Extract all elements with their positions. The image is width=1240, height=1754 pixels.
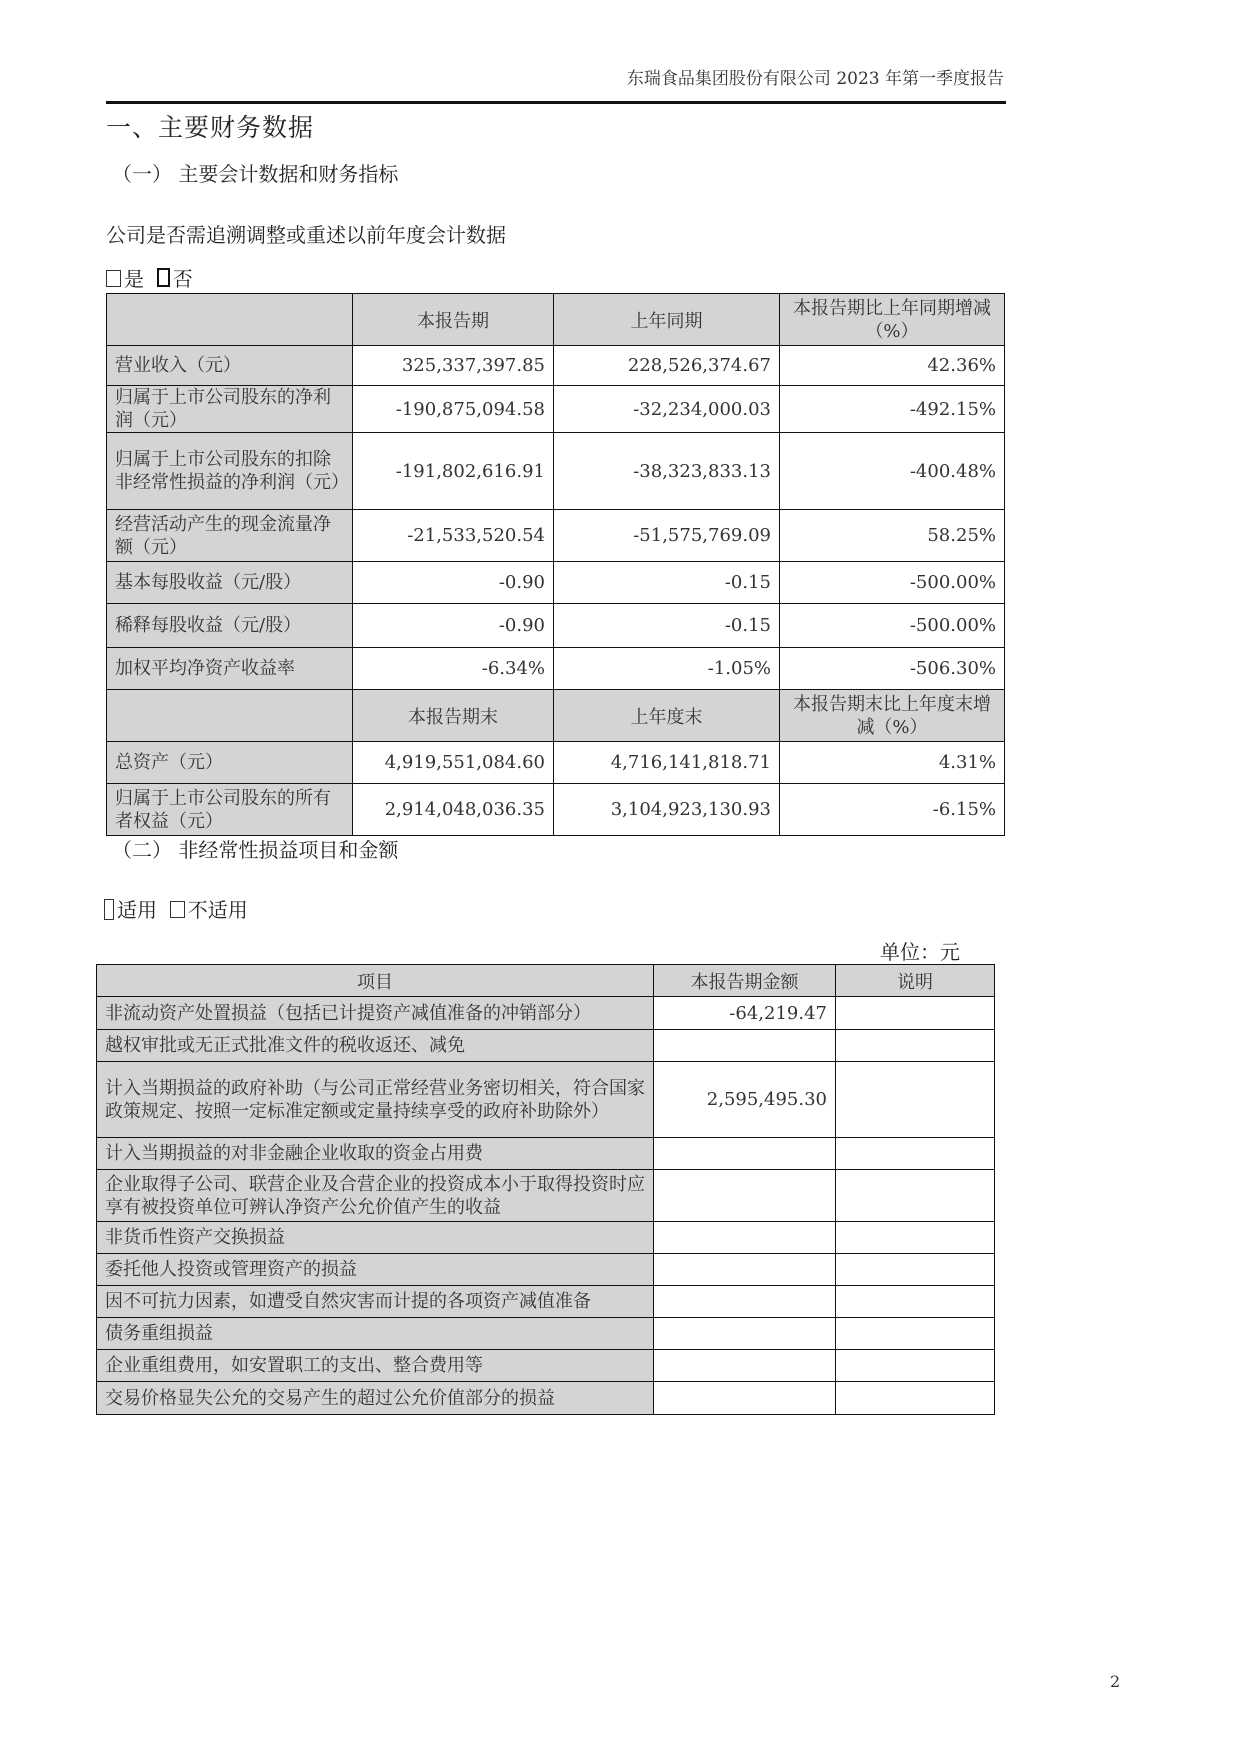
header-prior-year-end: 上年度末 bbox=[554, 690, 780, 742]
row-label: 归属于上市公司股东的净利润（元） bbox=[107, 386, 353, 433]
row-label: 经营活动产生的现金流量净额（元） bbox=[107, 510, 353, 562]
running-header: 东瑞食品集团股份有限公司 2023 年第一季度报告 bbox=[626, 69, 1004, 89]
item-label: 因不可抗力因素，如遭受自然灾害而计提的各项资产减值准备 bbox=[97, 1286, 654, 1318]
table-row bbox=[107, 648, 1005, 690]
table-header-row bbox=[97, 965, 995, 997]
table-row bbox=[97, 1170, 995, 1222]
table-header-row bbox=[107, 294, 1005, 346]
table-row bbox=[97, 1138, 995, 1170]
header-period-end: 本报告期末 bbox=[353, 690, 554, 742]
header-change-pct: 本报告期末比上年度末增减（%） bbox=[780, 690, 1005, 742]
header-cell-empty bbox=[107, 294, 353, 346]
table-header-row bbox=[107, 690, 1005, 742]
header-current-period: 本报告期 bbox=[353, 294, 554, 346]
row-label: 加权平均净资产收益率 bbox=[107, 648, 353, 690]
table-row bbox=[97, 1030, 995, 1062]
item-note bbox=[836, 1286, 995, 1318]
non-recurring-items-table bbox=[96, 964, 995, 1415]
cell-current: -0.90 bbox=[353, 604, 554, 648]
cell-prior: -51,575,769.09 bbox=[554, 510, 780, 562]
table-row bbox=[107, 784, 1005, 836]
cell-prior: -0.15 bbox=[554, 604, 780, 648]
item-amount bbox=[654, 1318, 836, 1350]
table-row bbox=[107, 562, 1005, 604]
cell-change: 4.31% bbox=[780, 742, 1005, 784]
header-amount: 本报告期金额 bbox=[654, 965, 836, 997]
row-label: 基本每股收益（元/股） bbox=[107, 562, 353, 604]
subsection-title-1: （一） 主要会计数据和财务指标 bbox=[112, 162, 399, 186]
table-row bbox=[97, 1254, 995, 1286]
item-note bbox=[836, 1382, 995, 1415]
cell-change: 58.25% bbox=[780, 510, 1005, 562]
cell-prior: 228,526,374.67 bbox=[554, 346, 780, 386]
cell-change: -500.00% bbox=[780, 604, 1005, 648]
table-row bbox=[97, 1318, 995, 1350]
cell-current: 2,914,048,036.35 bbox=[353, 784, 554, 836]
item-note bbox=[836, 1222, 995, 1254]
item-label: 委托他人投资或管理资产的损益 bbox=[97, 1254, 654, 1286]
header-cell-empty bbox=[107, 690, 353, 742]
item-amount bbox=[654, 1286, 836, 1318]
item-amount bbox=[654, 1222, 836, 1254]
row-label: 营业收入（元） bbox=[107, 346, 353, 386]
table-row bbox=[97, 1382, 995, 1415]
item-note bbox=[836, 1138, 995, 1170]
table-row bbox=[97, 1286, 995, 1318]
cell-current: 325,337,397.85 bbox=[353, 346, 554, 386]
item-label: 非货币性资产交换损益 bbox=[97, 1222, 654, 1254]
restatement-options bbox=[106, 263, 193, 292]
item-amount: -64,219.47 bbox=[654, 997, 836, 1030]
item-amount bbox=[654, 1030, 836, 1062]
checkbox-not-applicable[interactable] bbox=[170, 901, 185, 918]
item-label: 计入当期损益的政府补助（与公司正常经营业务密切相关，符合国家政策规定、按照一定标准定额或定量持续享受的政府补助除外） bbox=[97, 1062, 654, 1138]
table-row bbox=[97, 1222, 995, 1254]
cell-current: -6.34% bbox=[353, 648, 554, 690]
cell-prior: -0.15 bbox=[554, 562, 780, 604]
cell-change: -492.15% bbox=[780, 386, 1005, 433]
item-label: 交易价格显失公允的交易产生的超过公允价值部分的损益 bbox=[97, 1382, 654, 1415]
cell-change: -6.15% bbox=[780, 784, 1005, 836]
table-row bbox=[97, 1062, 995, 1138]
cell-prior: 4,716,141,818.71 bbox=[554, 742, 780, 784]
item-label: 企业取得子公司、联营企业及合营企业的投资成本小于取得投资时应享有被投资单位可辨认净资产公允价值产生的收益 bbox=[97, 1170, 654, 1222]
header-item: 项目 bbox=[97, 965, 654, 997]
checkbox-yes[interactable] bbox=[106, 270, 121, 287]
row-label: 归属于上市公司股东的扣除非经常性损益的净利润（元） bbox=[107, 433, 353, 510]
header-prior-period: 上年同期 bbox=[554, 294, 780, 346]
item-amount: 2,595,495.30 bbox=[654, 1062, 836, 1138]
option-applicable-label: 适用 bbox=[117, 898, 157, 922]
item-amount bbox=[654, 1138, 836, 1170]
table-row bbox=[97, 1350, 995, 1382]
row-label: 归属于上市公司股东的所有者权益（元） bbox=[107, 784, 353, 836]
header-rule bbox=[106, 101, 1006, 104]
header-change-pct: 本报告期比上年同期增减（%） bbox=[780, 294, 1005, 346]
table-row bbox=[107, 604, 1005, 648]
item-note bbox=[836, 1350, 995, 1382]
item-note bbox=[836, 1318, 995, 1350]
header-note: 说明 bbox=[836, 965, 995, 997]
cell-change: -500.00% bbox=[780, 562, 1005, 604]
cell-current: -0.90 bbox=[353, 562, 554, 604]
item-amount bbox=[654, 1350, 836, 1382]
row-label: 稀释每股收益（元/股） bbox=[107, 604, 353, 648]
cell-current: -190,875,094.58 bbox=[353, 386, 554, 433]
table-row bbox=[107, 346, 1005, 386]
checkbox-applicable[interactable] bbox=[104, 899, 114, 920]
table-row bbox=[107, 510, 1005, 562]
cell-change: -506.30% bbox=[780, 648, 1005, 690]
item-label: 企业重组费用，如安置职工的支出、整合费用等 bbox=[97, 1350, 654, 1382]
table-row bbox=[97, 997, 995, 1030]
item-note bbox=[836, 997, 995, 1030]
applicability-options bbox=[104, 894, 248, 923]
option-not-applicable-label: 不适用 bbox=[187, 898, 248, 922]
unit-label: 单位：元 bbox=[880, 940, 960, 964]
table-row bbox=[107, 386, 1005, 433]
restatement-question: 公司是否需追溯调整或重述以前年度会计数据 bbox=[106, 223, 506, 247]
cell-change: 42.36% bbox=[780, 346, 1005, 386]
item-note bbox=[836, 1062, 995, 1138]
item-note bbox=[836, 1254, 995, 1286]
item-label: 非流动资产处置损益（包括已计提资产减值准备的冲销部分） bbox=[97, 997, 654, 1030]
item-label: 债务重组损益 bbox=[97, 1318, 654, 1350]
cell-change: -400.48% bbox=[780, 433, 1005, 510]
checkbox-no[interactable] bbox=[157, 268, 170, 287]
row-label: 总资产（元） bbox=[107, 742, 353, 784]
table-row bbox=[107, 433, 1005, 510]
item-amount bbox=[654, 1170, 836, 1222]
cell-current: 4,919,551,084.60 bbox=[353, 742, 554, 784]
cell-prior: -1.05% bbox=[554, 648, 780, 690]
cell-current: -21,533,520.54 bbox=[353, 510, 554, 562]
cell-prior: -32,234,000.03 bbox=[554, 386, 780, 433]
cell-current: -191,802,616.91 bbox=[353, 433, 554, 510]
cell-prior: 3,104,923,130.93 bbox=[554, 784, 780, 836]
subsection-title-2: （二） 非经常性损益项目和金额 bbox=[112, 838, 399, 862]
table-row bbox=[107, 742, 1005, 784]
option-no-label: 否 bbox=[172, 267, 193, 291]
item-label: 计入当期损益的对非金融企业收取的资金占用费 bbox=[97, 1138, 654, 1170]
key-financial-data-table bbox=[106, 293, 1005, 836]
item-amount bbox=[654, 1254, 836, 1286]
item-note bbox=[836, 1170, 995, 1222]
item-note bbox=[836, 1030, 995, 1062]
page-number: 2 bbox=[1110, 1672, 1121, 1691]
cell-prior: -38,323,833.13 bbox=[554, 433, 780, 510]
section-title: 一、主要财务数据 bbox=[106, 113, 315, 142]
item-amount bbox=[654, 1382, 836, 1415]
option-yes-label: 是 bbox=[124, 267, 144, 291]
item-label: 越权审批或无正式批准文件的税收返还、减免 bbox=[97, 1030, 654, 1062]
